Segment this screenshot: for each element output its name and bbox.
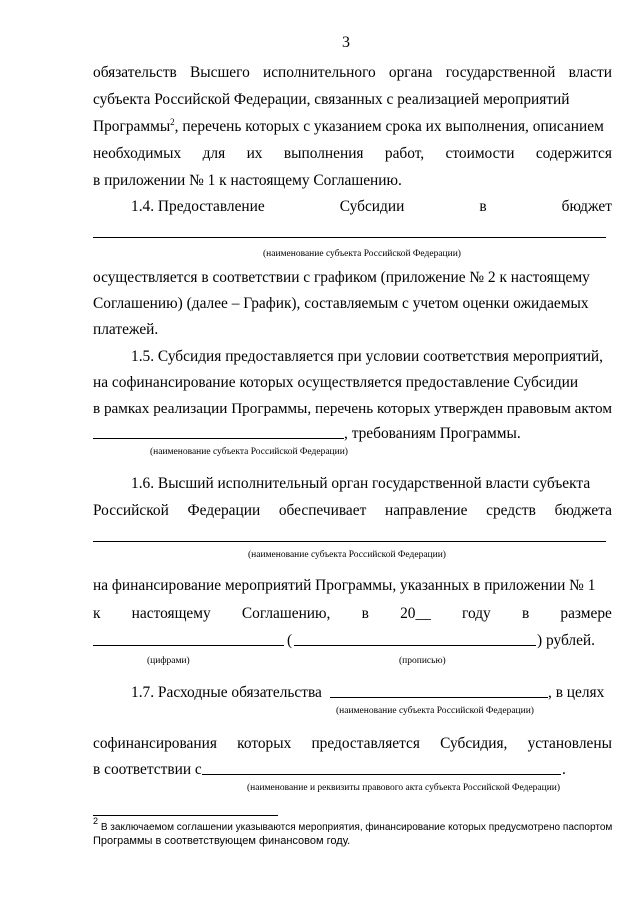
footnote: $^2$ В заключаемом соглашении указываются мероприятия, финансирование которых предусмотрено паспортом (93, 816, 613, 833)
text-line: , требованиям Программы. (344, 425, 521, 442)
text-line: в соответствии с (93, 761, 202, 778)
paragraph-1-4: 1.4. Предоставление Субсидии в бюджет (131, 198, 612, 215)
paren-open: ( (287, 632, 293, 649)
text-line: к настоящему Соглашению, в 20__ году в размере (93, 605, 612, 622)
footnote-line: Программы в соответствующем финансовом году. (93, 835, 351, 847)
text-line: Российской Федерации обеспечивает направление средств бюджета (93, 502, 612, 519)
text-line: субъекта Российской Федерации, связанных с реализацией мероприятий (93, 91, 570, 108)
amount-words-line (294, 645, 536, 646)
caption: (наименование и реквизиты правового акта субъекта Российской Федерации) (247, 783, 561, 793)
caption: (наименование субъекта Российской Федерации) (336, 706, 534, 716)
paragraph-1-7: 1.7. Расходные обязательства (131, 684, 322, 701)
text-line: в приложении № 1 к настоящему Соглашению. (93, 172, 402, 189)
text-line: софинансирования которых предоставляется Субсидия, установлены (93, 735, 612, 752)
text-line: на финансирование мероприятий Программы, указанных в приложении № 1 (93, 577, 596, 594)
text-line: на софинансирование которых осуществляется предоставление Субсидии (93, 374, 579, 391)
fill-in-line (330, 697, 548, 698)
footnote-ref: 2 (170, 117, 175, 127)
caption: (цифрами) (147, 656, 190, 666)
caption: (прописью) (399, 656, 446, 666)
text-line: , в целях (548, 684, 605, 701)
caption: (наименование субъекта Российской Федерации) (150, 447, 348, 457)
fill-in-line (93, 237, 606, 238)
fill-in-line (93, 438, 344, 439)
text-line: ) рублей. (537, 632, 595, 649)
text-line: обязательств Высшего исполнительного органа государственной власти (93, 64, 612, 81)
paragraph-1-6: 1.6. Высший исполнительный орган государственной власти субъекта (131, 475, 591, 492)
footnote-separator (93, 815, 278, 816)
fill-in-line (202, 774, 561, 775)
text-line: Соглашению) (далее – График), составляемым с учетом оценки ожидаемых (93, 295, 589, 312)
caption: (наименование субъекта Российской Федерации) (248, 550, 446, 560)
paragraph-1-5: 1.5. Субсидия предоставляется при условии соответствия мероприятий, (131, 348, 603, 365)
text-line: в рамках реализации Программы, перечень которых утвержден правовым актом (93, 400, 612, 417)
caption: (наименование субъекта Российской Федерации) (263, 249, 461, 259)
text-line: Программы$^2$, перечень которых с указанием срока их выполнения, описанием (93, 117, 604, 135)
footnote-mark: 2 (93, 816, 99, 826)
text-line: . (562, 761, 566, 778)
text-line: необходимых для их выполнения работ, стоимости содержится (93, 145, 612, 162)
amount-digits-line (93, 645, 284, 646)
fill-in-line (93, 541, 606, 542)
text-line: осуществляется в соответствии с графиком (приложение № 2 к настоящему (93, 269, 590, 286)
text-line: платежей. (93, 321, 159, 338)
page-number: 3 (342, 34, 350, 51)
